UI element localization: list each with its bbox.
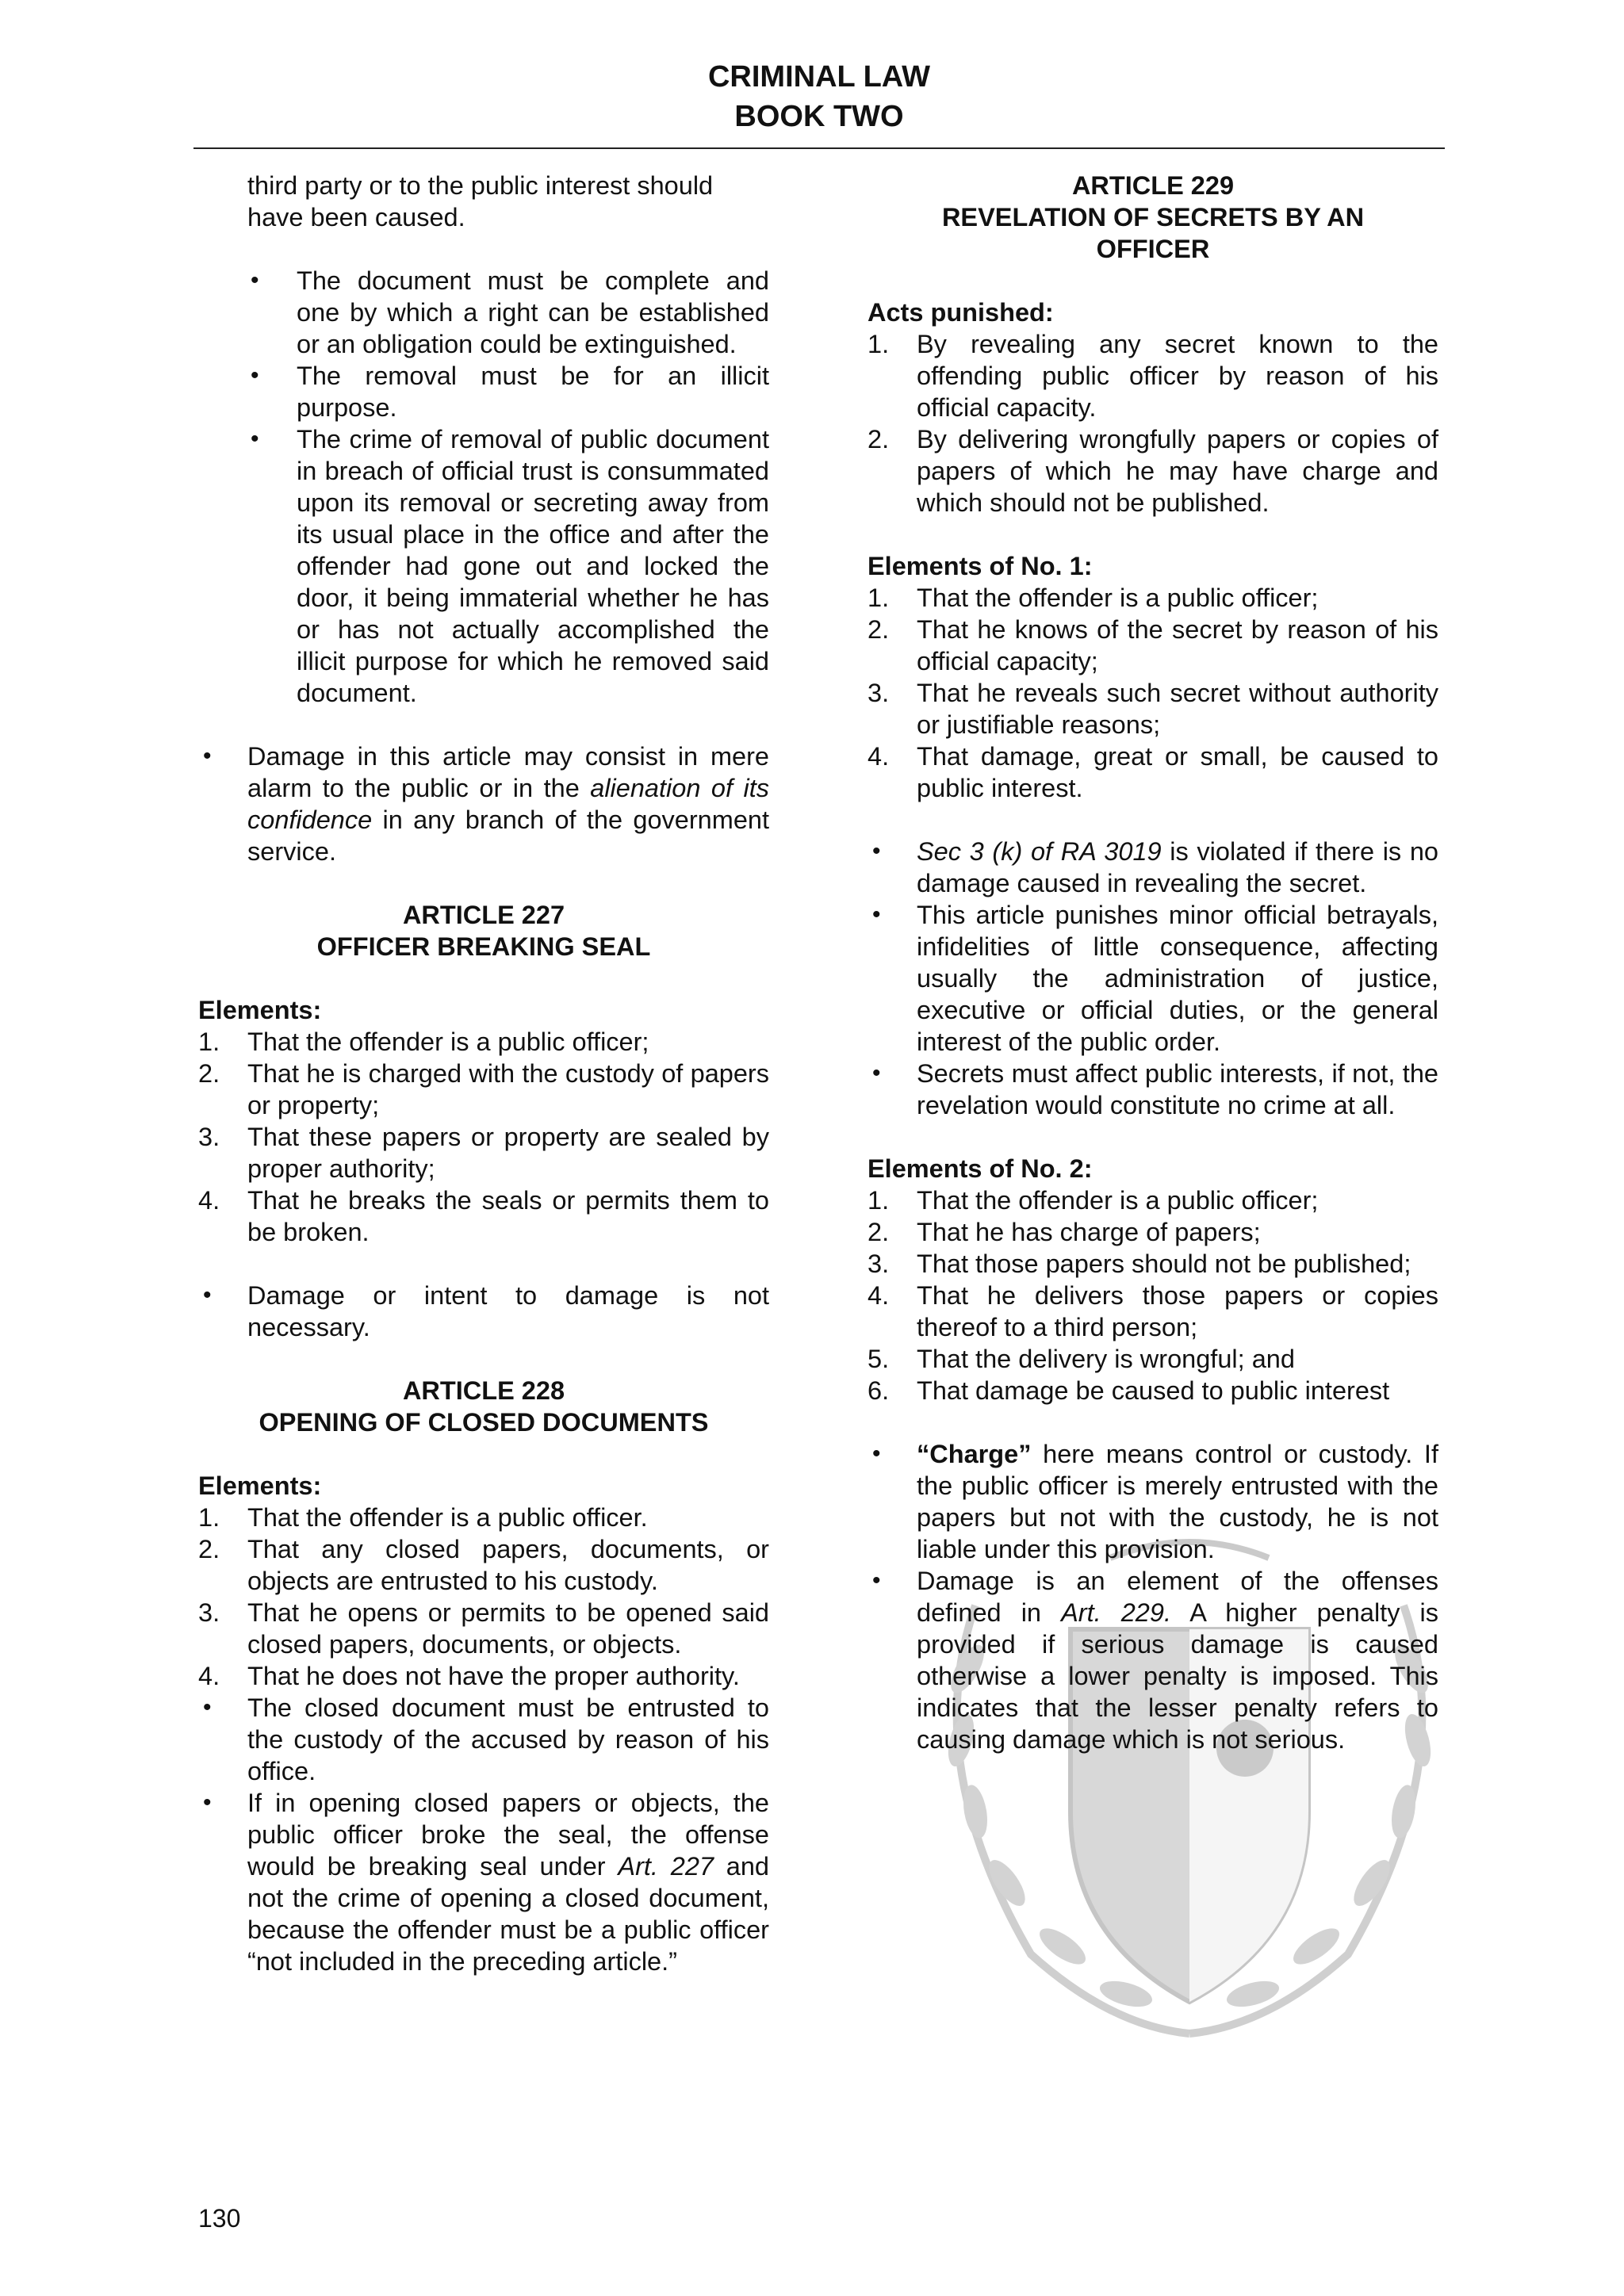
list-item: • The crime of removal of public document in breach of official trust is consummated upon its removal or secreting away from its usual place in the office and after the offender had gone out and locked the door, it being immaterial whether he has or has not actually accomplished the illicit purpose for which he removed said document. bbox=[251, 425, 769, 707]
article-subtitle: OPENING OF CLOSED DOCUMENTS bbox=[259, 1408, 709, 1437]
list-item: • Secrets must affect public interests, if not, the revelation would constitute no crime at all. bbox=[872, 1059, 1438, 1119]
continuation-line: third party or to the public interest should bbox=[247, 171, 714, 200]
numbered-item: 3. That those papers should not be published; bbox=[868, 1249, 1411, 1278]
section-label: Elements: bbox=[198, 996, 322, 1024]
list-item: • Damage is an element of the offenses defined in Art. 229. A higher penalty is provided if serious damage is caused otherwise a lower penalty is imposed. This indicates that the lesser penalty refers to causing damage which is not serious. bbox=[872, 1567, 1439, 1754]
section-label: Acts punished: bbox=[868, 298, 1054, 327]
numbered-item: 5. That the delivery is wrongful; and bbox=[868, 1345, 1295, 1373]
numbered-item: 3. That he opens or permits to be opened said closed papers, documents, or objects. bbox=[198, 1598, 769, 1659]
list-item: • If in opening closed papers or objects, the public officer broke the seal, the offense would be breaking seal under Art. 227 and not the crime of opening a closed document, because the offender must be a public officer “not included in the preceding article.” bbox=[203, 1789, 769, 1976]
article-subtitle: OFFICER bbox=[1096, 235, 1210, 263]
numbered-item: 1. That the offender is a public officer. bbox=[198, 1503, 648, 1532]
article-title: ARTICLE 228 bbox=[402, 1376, 565, 1405]
page-header bbox=[193, 57, 1445, 136]
numbered-item: 1. That the offender is a public officer; bbox=[868, 584, 1319, 612]
header-subtitle: BOOK TWO bbox=[734, 100, 904, 133]
numbered-item: 4. That he delivers those papers or copies thereof to a third person; bbox=[868, 1281, 1438, 1341]
bullet-dot-icon: • bbox=[872, 838, 881, 864]
numbered-item: 2. That he has charge of papers; bbox=[868, 1218, 1261, 1246]
numbered-item: 2. That any closed papers, documents, or objects are entrusted to his custody. bbox=[198, 1535, 769, 1595]
right-column bbox=[868, 170, 1438, 1755]
article-title: ARTICLE 229 bbox=[1071, 171, 1235, 200]
section-label: Elements: bbox=[198, 1471, 322, 1500]
list-item: • Sec 3 (k) of RA 3019 is violated if there is no damage caused in revealing the secret. bbox=[872, 837, 1438, 897]
numbered-item: 2. That he is charged with the custody of papers or property; bbox=[198, 1059, 769, 1119]
bullet-dot-icon: • bbox=[203, 1694, 212, 1720]
continuation-line: have been caused. bbox=[247, 203, 465, 232]
bullet-dot-icon: • bbox=[251, 362, 259, 388]
list-item: • Damage in this article may consist in mere alarm to the public or in the alienation of its confidence in any branch of the government service. bbox=[203, 742, 769, 866]
numbered-item: 3. That he reveals such secret without authority or justifiable reasons; bbox=[868, 679, 1438, 739]
bullet-dot-icon: • bbox=[872, 1567, 881, 1594]
page-number: 130 bbox=[198, 2204, 241, 2233]
article-subtitle: OFFICER BREAKING SEAL bbox=[316, 932, 651, 961]
bullet-dot-icon: • bbox=[251, 426, 259, 452]
article-title: ARTICLE 227 bbox=[402, 901, 565, 929]
list-item: • Damage or intent to damage is not necessary. bbox=[203, 1281, 769, 1341]
header-title: CRIMINAL LAW bbox=[707, 60, 931, 94]
list-item: • The document must be complete and one by which a right can be established or an obligation could be extinguished. bbox=[251, 266, 769, 358]
section-label: Elements of No. 2: bbox=[868, 1154, 1093, 1183]
bullet-dot-icon: • bbox=[872, 1441, 881, 1467]
list-item: • This article punishes minor official betrayals, infidelities of little consequence, affecting usually the administration of justice, executive or official duties, or the general interest of the public order. bbox=[872, 901, 1438, 1056]
numbered-item: 3. That these papers or property are sealed by proper authority; bbox=[198, 1123, 769, 1183]
list-item: • “Charge” here means control or custody. If the public officer is merely entrusted with the papers but not with the custody, he is not liable under this provision. bbox=[872, 1440, 1438, 1563]
bullet-dot-icon: • bbox=[203, 1282, 212, 1308]
numbered-item: 2. That he knows of the secret by reason of his official capacity; bbox=[868, 615, 1438, 675]
bullet-dot-icon: • bbox=[203, 743, 212, 769]
numbered-item: 4. That damage, great or small, be caused to public interest. bbox=[868, 742, 1438, 802]
bullet-dot-icon: • bbox=[872, 1060, 881, 1086]
numbered-item: 1. That the offender is a public officer; bbox=[198, 1027, 649, 1056]
numbered-item: 1. That the offender is a public officer; bbox=[868, 1186, 1319, 1215]
numbered-item: 4. That he breaks the seals or permits them to be broken. bbox=[198, 1186, 769, 1246]
bullet-dot-icon: • bbox=[203, 1789, 212, 1816]
section-label: Elements of No. 1: bbox=[868, 552, 1093, 580]
list-item: • The removal must be for an illicit purpose. bbox=[251, 362, 769, 422]
numbered-item: 2. By delivering wrongfully papers or copies of papers of which he may have charge and which should not be published. bbox=[868, 425, 1438, 517]
header-divider bbox=[193, 147, 1445, 149]
article-subtitle: REVELATION OF SECRETS BY AN bbox=[941, 203, 1365, 232]
list-item: • The closed document must be entrusted to the custody of the accused by reason of his office. bbox=[203, 1693, 769, 1785]
numbered-item: 4. That he does not have the proper authority. bbox=[198, 1662, 740, 1690]
bullet-dot-icon: • bbox=[872, 901, 881, 928]
numbered-item: 6. That damage be caused to public interest bbox=[868, 1376, 1390, 1405]
left-column bbox=[198, 170, 769, 1977]
numbered-item: 1. By revealing any secret known to the offending public officer by reason of his official capacity. bbox=[868, 330, 1438, 422]
bullet-dot-icon: • bbox=[251, 267, 259, 293]
